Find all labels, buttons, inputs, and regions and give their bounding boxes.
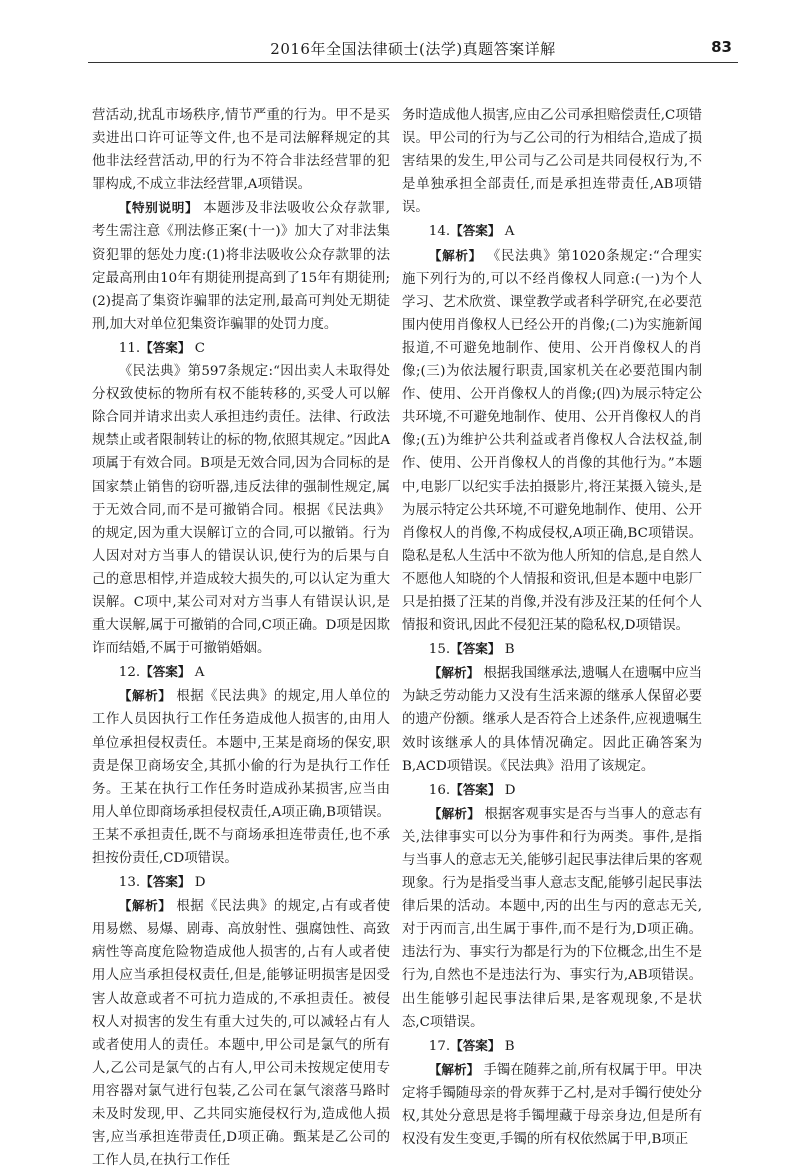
q14-answer: A xyxy=(504,224,515,240)
q14-analysis-tag: 【解析】 xyxy=(428,247,482,263)
q13-number: 13. xyxy=(118,875,141,891)
q12-analysis-tag: 【解析】 xyxy=(118,688,172,704)
q13-analysis: 根据《民法典》的规定,占有或者使用易燃、易爆、剧毒、高放射性、强腐蚀性、高致病性等高度危险物造成他人损害的,占有人或者使用人应当承担侵权责任,但是,能够证明损害是因受害人故意或者不可抗力造成的,不承担责任。被侵权人对损害的发生有重大过失的,可以减轻占有人或者使用人的责任。本题中,甲公司是氯气的所有人,乙公司是氯气的占有人,甲公司未按规定使用专用容器对氯气进行包装,乙公司在氯气滚落马路时未及时发现,甲、乙共同实施侵权行为,造成他人损害,应当承担连带责任,D项正确。甄某是乙公司的工作人员,在执行工作任 xyxy=(92,899,391,1169)
page-header xyxy=(88,18,738,58)
q15-analysis-paragraph xyxy=(402,661,702,777)
left-column xyxy=(92,104,390,1172)
q15-number: 15. xyxy=(428,642,451,658)
q13-answer-line xyxy=(92,870,390,894)
header-rule xyxy=(88,62,738,63)
q15-answer-line xyxy=(402,637,702,661)
q15-analysis: 根据我国继承法,遗嘱人在遗嘱中应当为缺乏劳动能力又没有生活来源的继承人保留必要的遗产份额。继承人是否符合上述条件,应视遗嘱生效时该继承人的具体情况确定。因此正确答案为B,ACD项错误。《民法典》沿用了该规定。 xyxy=(402,666,702,774)
q11-answer-tag: 【答案】 xyxy=(140,339,191,355)
q12-number: 12. xyxy=(118,665,141,681)
page-number: 83 xyxy=(711,38,732,56)
q17-analysis-paragraph xyxy=(402,1058,702,1151)
q11-answer-line xyxy=(92,336,390,360)
q16-analysis-tag: 【解析】 xyxy=(428,805,481,821)
q12-answer: A xyxy=(194,665,205,681)
q13-answer: D xyxy=(194,875,206,891)
q11-analysis: 《民法典》第597条规定:“因出卖人未取得处分权致使标的物所有权不能转移的,买受人可以解除合同并请求出卖人承担违约责任。法律、行政法规禁止或者限制转让的标的物,依照其规定。”因此A项属于有效合同。B项是无效合同,因为合同标的是国家禁止销售的窃听器,违反法律的强制性规定,属于无效合同,而不是可撤销合同。根据《民法典》的规定,因为重大误解订立的合同,可以撤销。行为人因对对方当事人的错误认识,使行为的后果与自己的意思相悖,并造成较大损失的,可以认定为重大误解。C项中,某公司对对方当事人有错误认识,是重大误解,属于可撤销的合同,C项正确。D项是因欺诈而结婚,不属于可撤销婚姻。 xyxy=(92,364,390,657)
q14-answer-tag: 【答案】 xyxy=(450,223,501,239)
q12-answer-line xyxy=(92,660,390,684)
q17-answer-line xyxy=(402,1034,702,1058)
running-title: 2016年全国法律硕士(法学)真题答案详解 xyxy=(270,40,556,58)
q15-answer: B xyxy=(504,642,515,658)
q15-answer-tag: 【答案】 xyxy=(450,641,501,657)
q12-analysis-paragraph xyxy=(92,684,390,870)
q13-tail-paragraph: 务时造成他人损害,应由乙公司承担赔偿责任,C项错误。甲公司的行为与乙公司的行为相结合,造成了损害结果的发生,甲公司与乙公司是共同侵权行为,不是单独承担全部责任,而是承担连带责任,AB项错误。 xyxy=(402,108,702,216)
q12-analysis: 根据《民法典》的规定,用人单位的工作人员因执行工作任务造成他人损害的,由用人单位承担侵权责任。本题中,王某是商场的保安,职责是保卫商场安全,其抓小偷的行为是执行工作任务。王某在执行工作任务时造成孙某损害,应当由用人单位即商场承担侵权责任,A项正确,B项错误。王某不承担责任,既不与商场承担连带责任,也不承担按份责任,CD项错误。 xyxy=(92,689,391,866)
q16-analysis-paragraph xyxy=(402,802,702,1034)
q17-analysis-tag: 【解析】 xyxy=(428,1061,480,1077)
right-column xyxy=(402,104,702,1151)
q17-number: 17. xyxy=(428,1038,451,1054)
q17-answer: B xyxy=(504,1038,515,1054)
q14-answer-line xyxy=(402,219,702,243)
q13-answer-tag: 【答案】 xyxy=(140,874,191,890)
q16-answer-tag: 【答案】 xyxy=(450,781,501,797)
q15-analysis-tag: 【解析】 xyxy=(428,665,480,681)
q16-number: 16. xyxy=(428,782,451,798)
q16-answer: D xyxy=(504,782,516,798)
special-note-text: 本题涉及非法吸收公众存款罪,考生需注意《刑法修正案(十一)》加大了对非法集资犯罪的惩处力度:(1)将非法吸收公众存款罪的法定最高刑由10年有期徒刑提高到了15年有期徒刑;(2)提高了集资诈骗罪的法定刑,最高可判处无期徒刑,加大对单位犯集资诈骗罪的处罚力度。 xyxy=(92,201,391,332)
special-note-tag: 【特别说明】 xyxy=(118,200,199,216)
q16-analysis: 根据客观事实是否与当事人的意志有关,法律事实可以分为事件和行为两类。事件,是指与当事人的意志无关,能够引起民事法律后果的客观现象。行为是指受当事人意志支配,能够引起民事法律后果的活动。本题中,丙的出生与丙的意志无关,对于丙而言,出生属于事件,而不是行为,D项正确。违法行为、事实行为都是行为的下位概念,出生不是行为,自然也不是违法行为、事实行为,AB项错误。出生能够引起民事法律后果,是客观现象,不是状态,C项错误。 xyxy=(402,806,703,1030)
q13-analysis-paragraph xyxy=(92,894,390,1172)
q12-answer-tag: 【答案】 xyxy=(140,664,191,680)
q10-tail-paragraph: 营活动,扰乱市场秩序,情节严重的行为。甲不是买卖进出口许可证等文件,也不是司法解释规定的其他非法经营活动,甲的行为不符合非法经营罪的犯罪构成,不成立非法经营罪,A项错误。 xyxy=(92,108,390,193)
q14-analysis: 《民法典》第1020条规定:“合理实施下列行为的,可以不经肖像权人同意:(一)为个人学习、艺术欣赏、课堂教学或者科学研究,在必要范围内使用肖像权人已经公开的肖像;(二)为实施新闻报道,不可避免地制作、使用、公开肖像权人的肖像;(三)为依法履行职责,国家机关在必要范围内制作、使用、公开肖像权人的肖像;(四)为展示特定公共环境,不可避免地制作、使用、公开肖像权人的肖像;(五)为维护公共利益或者肖像权人合法权益,制作、使用、公开肖像权人的肖像的其他行为。”本题中,电影厂以纪实手法拍摄影片,将汪某摄入镜头,是为展示特定公共环境,不可避免地制作、使用、公开肖像权人的肖像,不构成侵权,A项正确,BC项错误。隐私是私人生活中不欲为他人所知的信息,是自然人不愿他人知晓的个人情报和资讯,但是本题中电影厂只是拍摄了汪某的肖像,并没有涉及汪某的任何个人情报和资讯,因此不侵犯汪某的隐私权,D项错误。 xyxy=(402,248,702,634)
q17-analysis: 手镯在随葬之前,所有权属于甲。甲决定将手镯随母亲的骨灰葬于乙村,是对手镯行使处分权,其处分意思是将手镯埋藏于母亲身边,但是所有权没有发生变更,手镯的所有权依然属于甲,B项正 xyxy=(402,1062,702,1148)
q16-answer-line xyxy=(402,778,702,802)
q14-number: 14. xyxy=(428,224,451,240)
q11-answer: C xyxy=(194,340,205,356)
q17-answer-tag: 【答案】 xyxy=(450,1037,501,1053)
q13-analysis-tag: 【解析】 xyxy=(118,898,172,914)
q11-number: 11. xyxy=(118,340,141,356)
special-note-paragraph xyxy=(92,196,390,336)
q14-analysis-paragraph xyxy=(402,244,702,638)
